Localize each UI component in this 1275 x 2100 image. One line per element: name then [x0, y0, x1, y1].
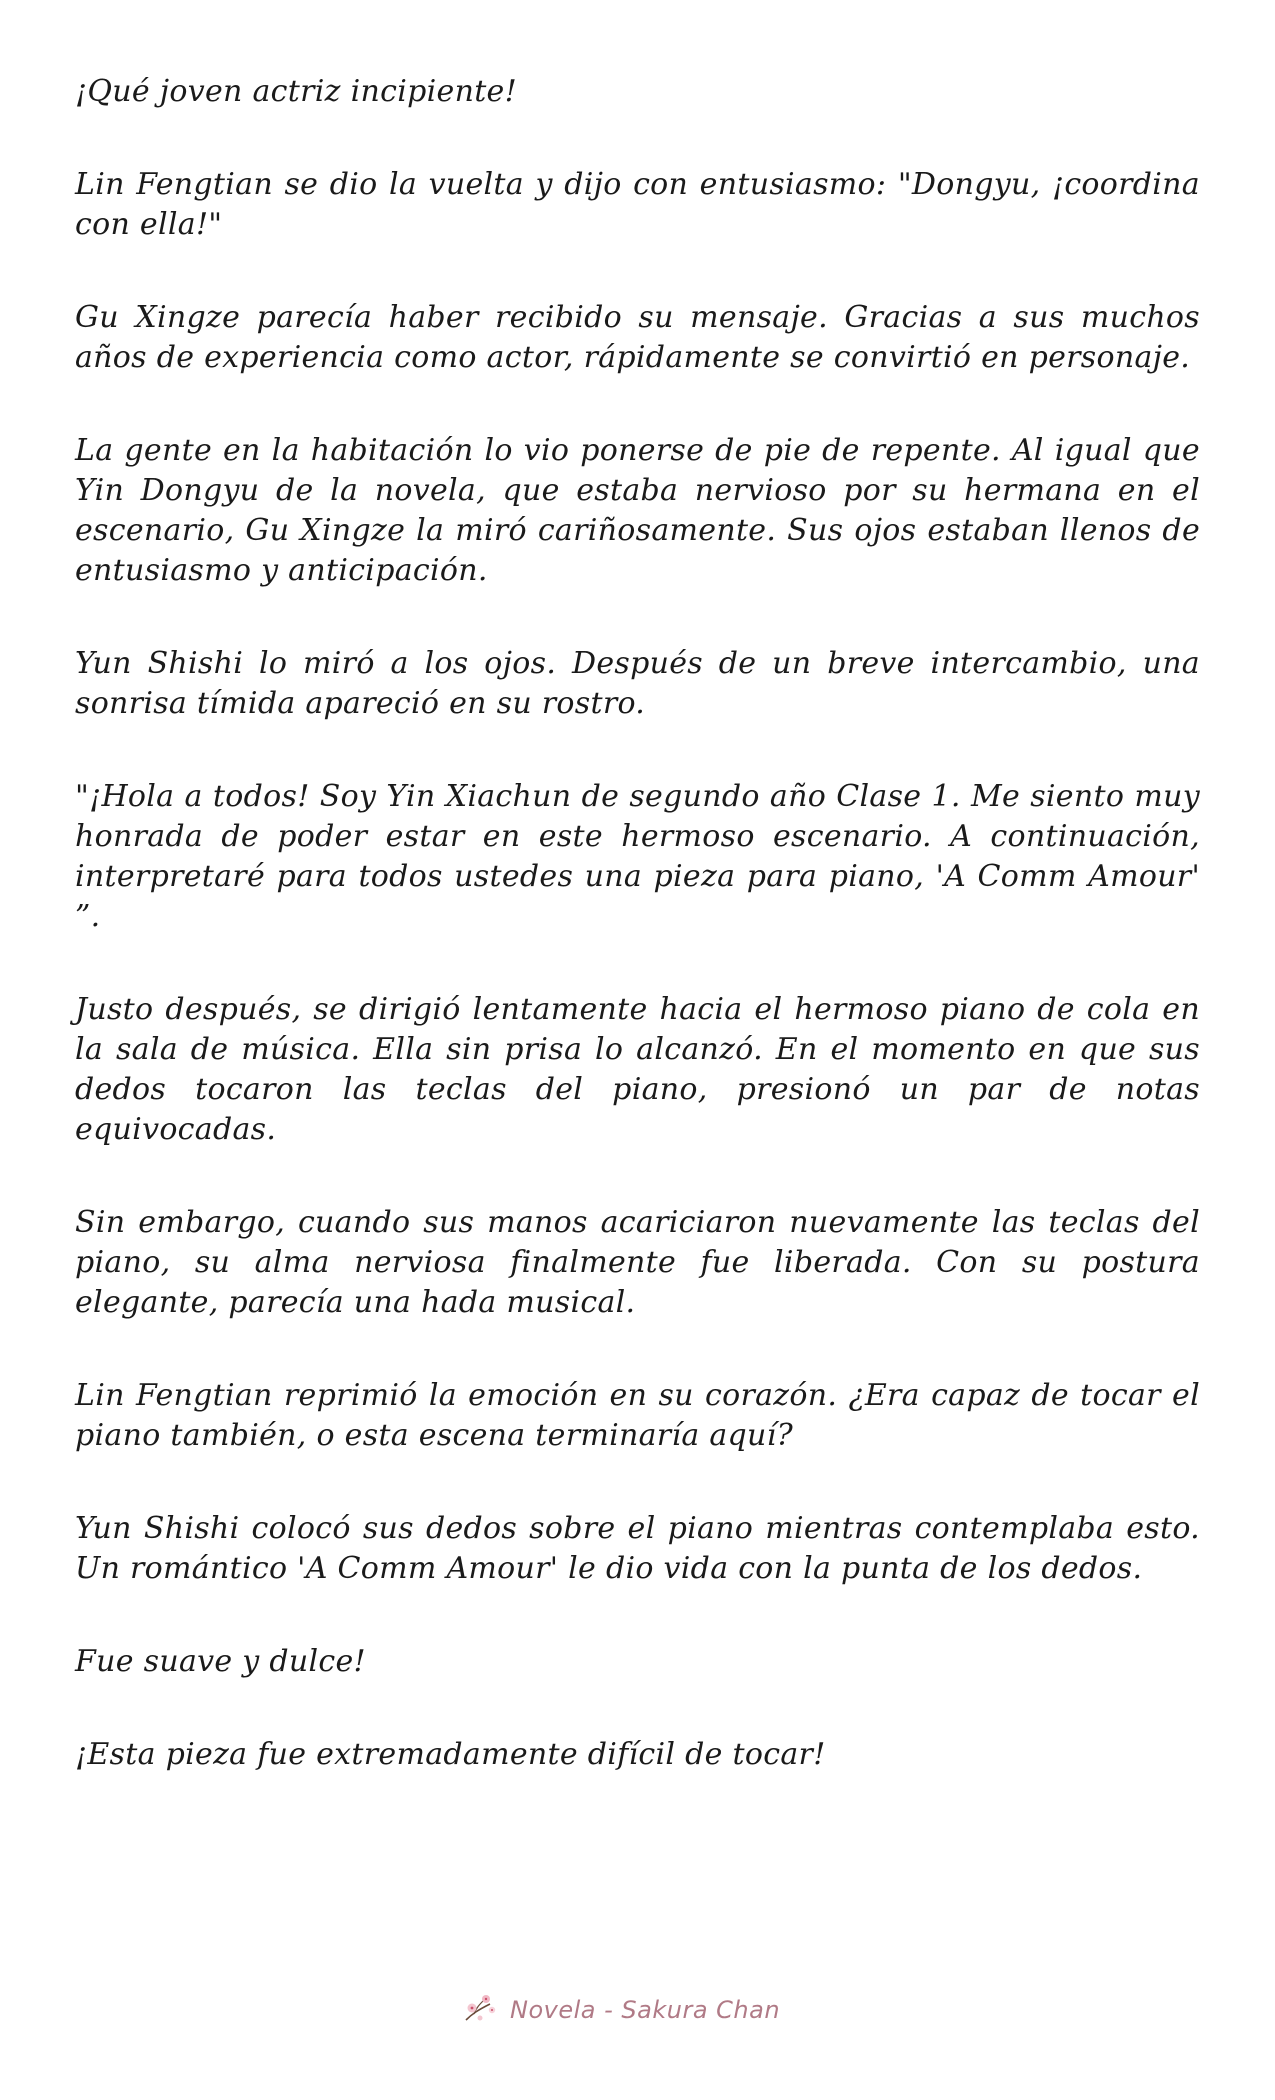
paragraph: Lin Fengtian reprimió la emoción en su corazón. ¿Era capaz de tocar el piano también, o esta escena terminaría aquí? [75, 1378, 1200, 1453]
paragraph: "¡Hola a todos! Soy Yin Xiachun de segundo año Clase 1. Me siento muy honrada de poder estar en este hermoso escenario. A continuación, interpretaré para todos ustedes una pieza para piano, 'A Comm Amour' ”. [75, 779, 1200, 934]
paragraph: ¡Esta pieza fue extremadamente difícil de tocar! [75, 1737, 826, 1772]
paragraph: Fue suave y dulce! [75, 1644, 366, 1679]
paragraph: Justo después, se dirigió lentamente hacia el hermoso piano de cola en la sala de música. Ella sin prisa lo alcanzó. En el momento en que sus dedos tocaron las teclas del piano, presionó un par de notas equivocadas. [75, 992, 1200, 1147]
paragraph: Yun Shishi colocó sus dedos sobre el piano mientras contemplaba esto. Un romántico 'A Comm Amour' le dio vida con la punta de los dedos. [75, 1511, 1200, 1586]
paragraph: Gu Xingze parecía haber recibido su mensaje. Gracias a sus muchos años de experiencia como actor, rápidamente se convirtió en personaje. [75, 300, 1200, 375]
paragraph: Sin embargo, cuando sus manos acariciaron nuevamente las teclas del piano, su alma nerviosa finalmente fue liberada. Con su postura elegante, parecía una hada musical. [75, 1205, 1200, 1320]
paragraph: Lin Fengtian se dio la vuelta y dijo con entusiasmo: "Dongyu, ¡coordina con ella!" [75, 167, 1200, 242]
sakura-blossom-icon [460, 1990, 500, 2030]
paragraph: La gente en la habitación lo vio ponerse de pie de repente. Al igual que Yin Dongyu de la novela, que estaba nervioso por su hermana en el escenario, Gu Xingze la miró cariñosamente. Sus ojos estaban llenos de entusiasmo y anticipación. [75, 433, 1200, 588]
document-body [75, 72, 1200, 1828]
watermark-text: Novela - Sakura Chan [510, 1996, 781, 2024]
paragraph: Yun Shishi lo miró a los ojos. Después de un breve intercambio, una sonrisa tímida apareció en su rostro. [75, 646, 1200, 721]
watermark [460, 1986, 840, 2034]
paragraph: ¡Qué joven actriz incipiente! [75, 74, 517, 109]
